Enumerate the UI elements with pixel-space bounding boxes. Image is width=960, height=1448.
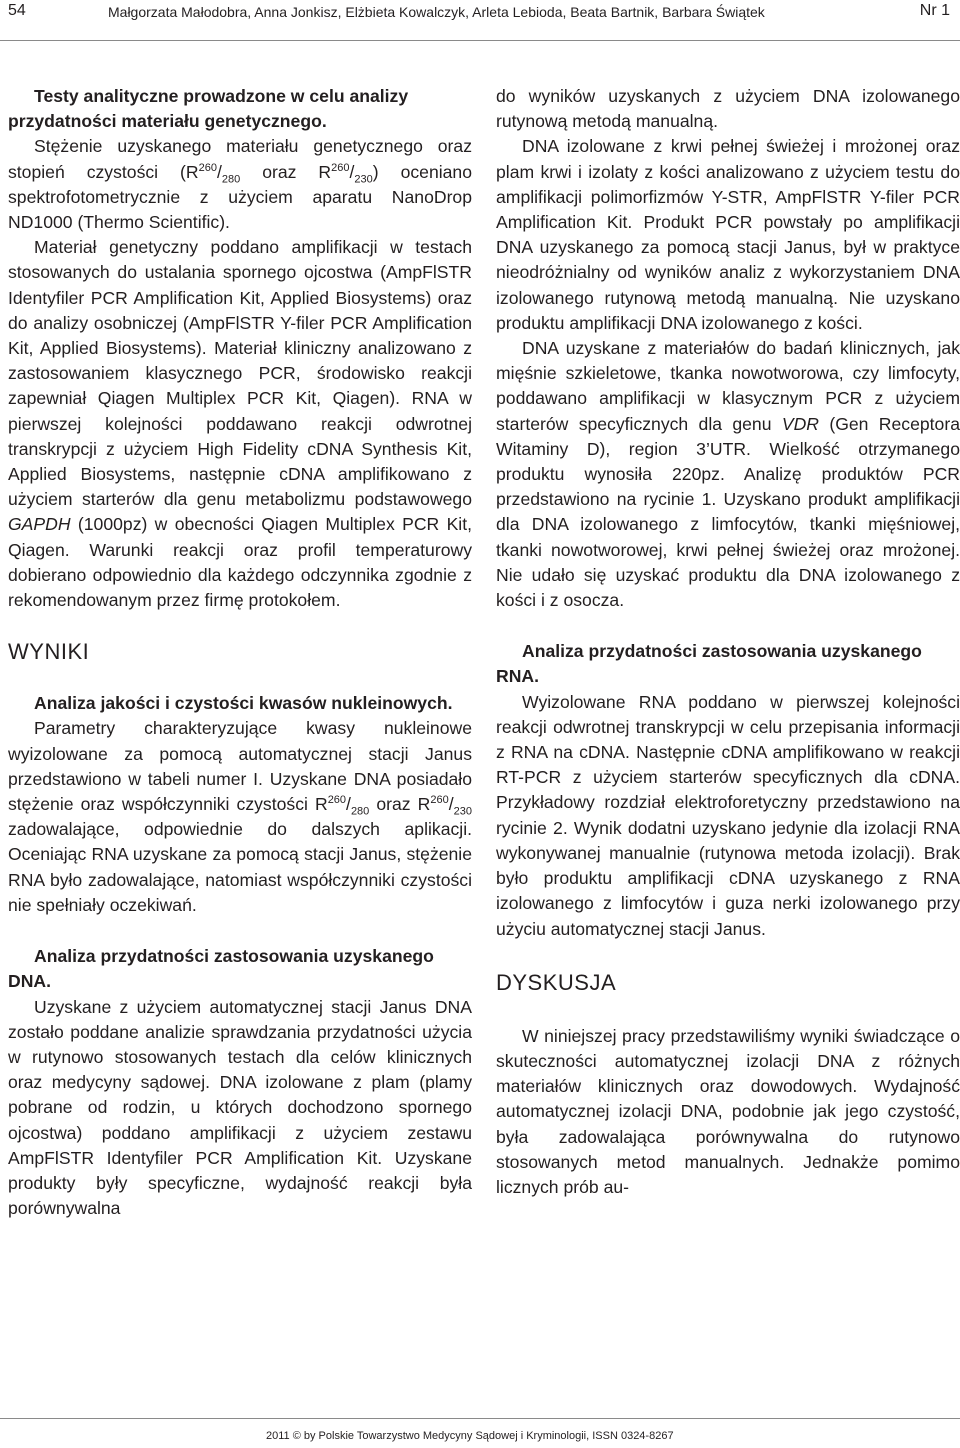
- subheading-dna-usability: Analiza przydatności zastosowania uzyskanego DNA.: [8, 946, 434, 992]
- subheading-quality: Analiza jakości i czystości kwasów nukleinowych.: [34, 693, 453, 714]
- subheading-analytical-tests: Testy analityczne prowadzone w celu analizy przydatności materiału genetycznego.: [8, 86, 409, 132]
- copyright-notice: 2011 © by Polskie Towarzystwo Medycyny Sądowej i Kryminologii, ISSN 0324-8267: [266, 1430, 674, 1442]
- left-column: [8, 84, 472, 1221]
- page-number: 54: [8, 2, 26, 19]
- page-header: [0, 0, 960, 41]
- section-heading-dyskusja: DYSKUSJA: [496, 969, 617, 995]
- paragraph-discussion: W niniejszej pracy przedstawiliśmy wyniki świadczące o skuteczności automatycznej izolacji DNA z różnych materiałów klinicznych oraz dowodowych. Wydajność automatycznej izolacji DNA, podobnie jak jego czystość, była zadowalająca porównywalna do rutynowo stosowanych metod manualnych. Jednakże pomimo licznych prób au-: [496, 1025, 960, 1197]
- page-footer: [0, 1418, 960, 1448]
- paragraph-amplification: Materiał genetyczny poddano amplifikacji w testach stosowanych do ustalania spornego ojcostwa (AmpFlSTR Identyfiler PCR Amplification Kit, Applied Biosystems) oraz do analizy osobniczej (AmpFlSTR Y-filer PCR Amplification Kit, Applied Biosystems). Materiał kliniczny analizowano z zastosowaniem klasycznego PCR, środowisko reakcji zapewniał Qiagen Multiplex PCR Kit, Qiagen). RNA w pierwszej kolejności poddawano reakcji odwrotnej transkrypcji z użyciem High Fidelity cDNA Synthesis Kit, Applied Biosystems, następnie cDNA amplifikowano z użyciem starterów dla genu metabolizmu podstawowego GAPDH (1000pz) w obecności Qiagen Multiplex PCR Kit, Qiagen. Warunki reakcji oraz profil temperaturowy dobierano odpowiednio dla każdego odczynnika zgodnie z rekomendowanym przez firmę protokołem.: [8, 237, 472, 611]
- right-column: [496, 84, 960, 1200]
- section-heading-wyniki: WYNIKI: [8, 639, 90, 665]
- paragraph-rna-usability: Wyizolowane RNA poddano w pierwszej kolejności reakcji odwrotnej transkrypcji w celu przepisania informacji z RNA na cDNA. Następnie cDNA amplifikowano w reakcji RT-PCR z użyciem starterów specyficznych dla cDNA. Przykładowy rozdział elektroforetyczny przedstawiono na rycinie 2. Wynik dodatni uzyskano jedynie dla izolacji RNA wykonywanej manualnie (rutynowa metoda izolacji). Brak było produktu amplifikacji cDNA uzyskanego z RNA izolowanego z limfocytów i guza nerki izolowanego przy użyciu automatycznej stacji Janus.: [496, 691, 960, 939]
- subheading-rna-usability: Analiza przydatności zastosowania uzyskanego RNA.: [496, 641, 922, 687]
- paragraph-ystr: DNA izolowane z krwi pełnej świeżej i mrożonej oraz plam krwi i izolaty z kości analizowano z użyciem testu do amplifikacji polimorfizmów Y-STR, AmpFlSTR Y-filer PCR Amplification Kit. Produkt PCR powstały po amplifikacji DNA uzyskanego za pomocą stacji Janus, był w praktyce nieodróżnialny od wyników analiz z wykorzystaniem DNA izolowanego rutynową metodą manualną. Nie uzyskano produktu amplifikacji DNA izolowanego z kości.: [496, 136, 960, 333]
- gene-name-gapdh: GAPDH: [8, 514, 71, 535]
- paragraph-clinical: DNA uzyskane z materiałów do badań klinicznych, jak mięśnie szkieletowe, tkanka nowotworowa, czy limfocyty, poddawano amplifikacji w klasycznym PCR z użyciem starterów specyficznych dla genu VDR (Gen Receptora Witaminy D), region 3’UTR. Wielkość otrzymanego produktu wynosiła 220pz. Analizę produktów PCR przedstawiono na rycinie 1. Uzyskano produkt amplifikacji dla DNA izolowanego z limfocytów, tkanki mięśniowej, tkanki nowotworowej, krwi pełnej świeżej oraz mrożonej. Nie udało się uzyskać produktu dla DNA izolowanego z kości i z osocza.: [496, 338, 960, 611]
- paragraph-dna-usability: Uzyskane z użyciem automatycznej stacji Janus DNA zostało poddane analizie sprawdzania przydatności użycia w rutynowo stosowanych testach dla celów klinicznych oraz medycyny sądowej. DNA izolowane z plam (plamy pobrane od rodzin, u których dochodzono spornego ojcostwa) poddano amplifikacji z użyciem zestawu AmpFlSTR Identyfiler PCR Amplification Kit. Uzyskane produkty były specyficzne, wydajność reakcji była porównywalna: [8, 996, 472, 1219]
- paragraph-continuation: do wyników uzyskanych z użyciem DNA izolowanego rutynową metodą manualną.: [496, 86, 960, 132]
- running-head-authors: Małgorzata Małodobra, Anna Jonkisz, Elżbieta Kowalczyk, Arleta Lebioda, Beata Bartnik, Barbara Świątek: [108, 4, 765, 20]
- issue-number: Nr 1: [919, 2, 950, 19]
- paragraph-parameters: Parametry charakteryzujące kwasy nukleinowe wyizolowane za pomocą automatycznej stacji Janus przedstawiono w tabeli numer I. Uzyskane DNA posiadało stężenie oraz współczynniki czystości $R^{260}/_{280}$ oraz $R^{260}/_{230}$ zadowalające, odpowiednie do dalszych aplikacji. Oceniając RNA uzyskane za pomocą stacji Janus, stężenie RNA było zadowalające, natomiast współczynniki czystości nie spełniały oczekiwań.: [8, 718, 472, 915]
- paragraph-concentration: Stężenie uzyskanego materiału genetycznego oraz stopień czystości ($R^{260}/_{280}$ oraz $R^{260}/_{230}$) oceniano spektrofotometrycznie z użyciem aparatu NanoDrop ND1000 (Thermo Scientific).: [8, 136, 472, 233]
- gene-name-vdr: VDR: [781, 413, 820, 434]
